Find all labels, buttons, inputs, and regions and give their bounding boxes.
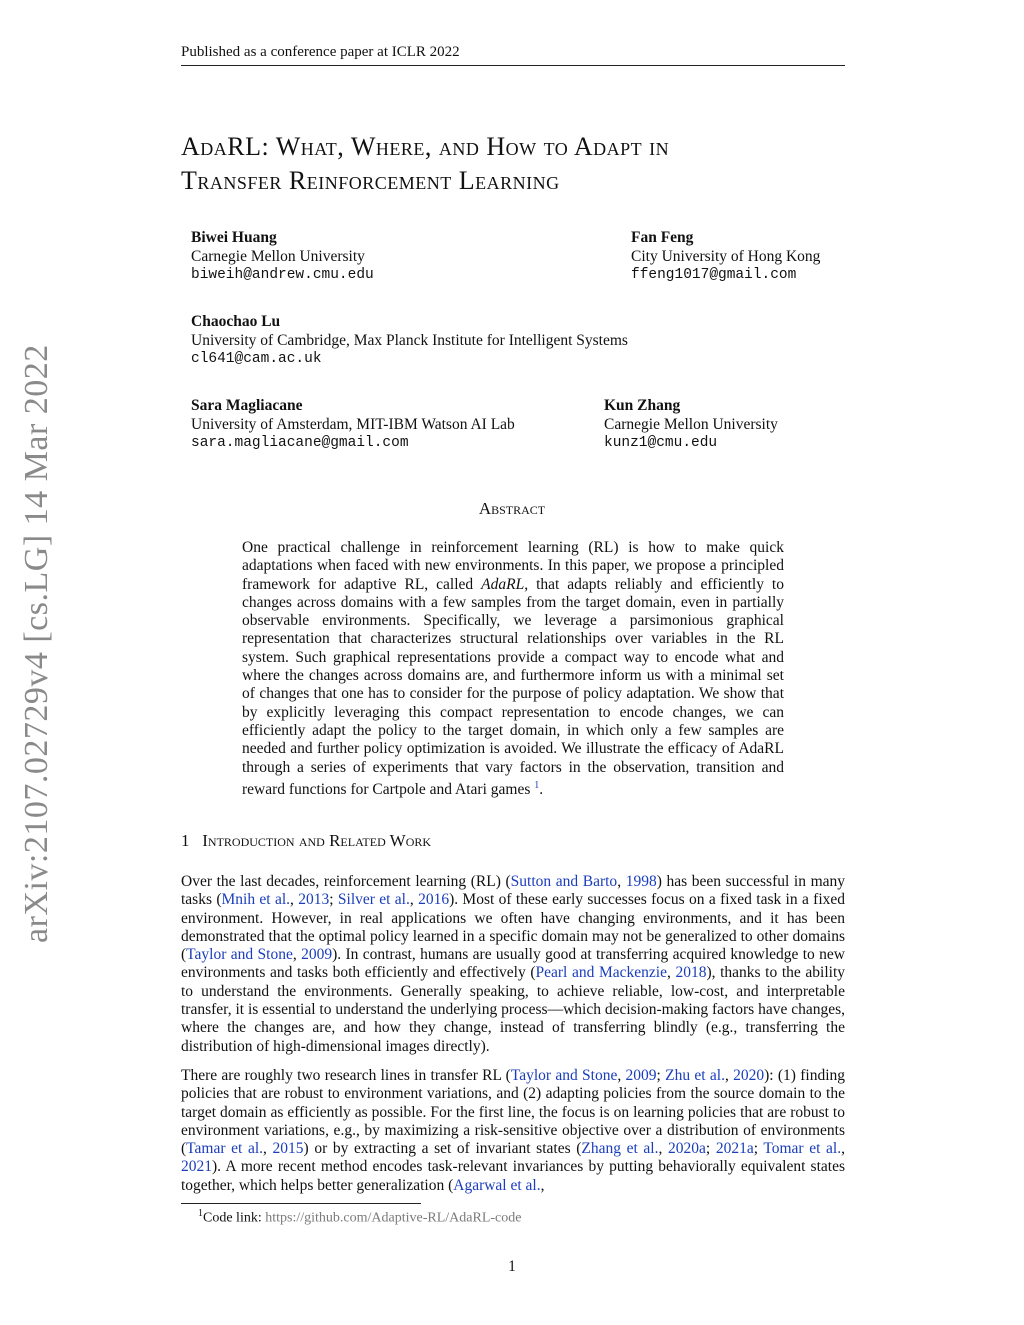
author-email[interactable]: ffeng1017@gmail.com: [631, 267, 797, 283]
author-affiliation: University of Amsterdam, MIT-IBM Watson AI Lab: [191, 416, 515, 433]
citation-link[interactable]: Tamar et al.: [186, 1140, 264, 1158]
citation-link[interactable]: Taylor and Stone: [186, 946, 293, 964]
abstract-heading: Abstract: [478, 499, 546, 518]
code-link[interactable]: https://github.com/Adaptive-RL/AdaRL-code: [265, 1210, 522, 1226]
author-name: Kun Zhang: [604, 397, 681, 414]
author-affiliation: Carnegie Mellon University: [191, 248, 365, 265]
author-block: [191, 396, 515, 453]
footnote-rule: [181, 1203, 421, 1204]
citation-link[interactable]: 2016: [418, 891, 450, 909]
footnote: [198, 1208, 521, 1227]
citation-link[interactable]: Mnih et al.: [221, 891, 291, 909]
page-number: 1: [508, 1258, 516, 1275]
section-heading: [181, 831, 431, 851]
author-email[interactable]: cl641@cam.ac.uk: [191, 351, 322, 367]
citation-link[interactable]: 2020: [733, 1067, 765, 1084]
footnote-label: Code link:: [203, 1210, 266, 1226]
citation-link[interactable]: Zhu et al.: [665, 1067, 725, 1084]
author-name: Chaochao Lu: [191, 313, 281, 330]
citation-link[interactable]: Silver et al.: [337, 891, 410, 909]
author-email[interactable]: sara.magliacane@gmail.com: [191, 435, 409, 451]
paper-title: [181, 130, 845, 198]
author-email[interactable]: biweih@andrew.cmu.edu: [191, 267, 374, 283]
citation-link[interactable]: Taylor and Stone: [510, 1067, 618, 1084]
author-affiliation: City University of Hong Kong: [631, 248, 821, 265]
citation-link[interactable]: 2015: [272, 1140, 304, 1158]
citation-link[interactable]: 2013: [298, 891, 330, 909]
author-name: Biwei Huang: [191, 229, 277, 246]
citation-link[interactable]: 1998: [625, 873, 657, 890]
citation-link[interactable]: 2009: [625, 1067, 657, 1084]
footnote-mark: 1: [198, 1208, 203, 1219]
author-name: Fan Feng: [631, 229, 694, 246]
citation-link[interactable]: 2020a: [667, 1140, 706, 1158]
paragraph: There are roughly two research lines in transfer RL (Taylor and Stone, 2009; Zhu et al., 2020): (1) finding policies that are robust to environment variations, and (2) adapting policies from the source domain to the target domain as efficiently as possible. For the first line, the focus is on learning policies that are robust to environment variations, e.g., by maximizing a risk-sensitive objective over a distribution of environments (Tamar et al., 2015) or by extracting a set of invariant states (Zhang et al., 2020a; 2021a; Tomar et al., 2021). A more recent method encodes task-relevant invariances by putting behaviorally equivalent states together, which helps better generalization (Agarwal et al.,: [181, 1067, 846, 1194]
citation-link[interactable]: Zhang et al.: [581, 1140, 659, 1158]
section-title: Introduction and Related Work: [202, 831, 432, 850]
citation-link[interactable]: 2021: [181, 1158, 212, 1176]
running-header: Published as a conference paper at ICLR 2022: [181, 44, 460, 60]
method-name: AdaRL: [481, 575, 525, 593]
author-block: [191, 312, 628, 369]
citation-link[interactable]: 2009: [301, 946, 333, 964]
header-rule: [181, 65, 845, 66]
title-line-2: Transfer Reinforcement Learning: [181, 166, 560, 195]
citation-link[interactable]: Tomar et al.: [763, 1140, 842, 1158]
citation-link[interactable]: Agarwal et al.: [453, 1176, 541, 1194]
citation-link[interactable]: Pearl and Mackenzie: [535, 964, 667, 982]
author-email[interactable]: kunz1@cmu.edu: [604, 435, 718, 451]
citation-link[interactable]: 2018: [675, 964, 707, 982]
author-affiliation: University of Cambridge, Max Planck Institute for Intelligent Systems: [191, 332, 628, 349]
abstract-body: One practical challenge in reinforcement learning (RL) is how to make quick adaptations when faced with new environments. In this paper, we propose a principled framework for adaptive RL, called AdaRL, that adapts reliably and efficiently to changes across domains with a few samples from the target domain, even in partially observable environments. Specifically, we leverage a parsimonious graphical representation that characterizes structural relationships over variables in the RL system. Such graphical representations provide a compact way to encode what and where the changes across domains are, and furthermore inform us with a minimal set of changes that one has to consider for the purpose of policy adaptation. We show that by explicitly leveraging this compact representation to encode changes, we can efficiently adapt the policy to the target domain, in which only a few samples are needed and further policy optimization is avoided. We illustrate the efficacy of AdaRL through a series of experiments that vary factors in the observation, transition and reward functions for Cartpole and Atari games $^1$.: [242, 539, 784, 799]
arxiv-watermark: arXiv:2107.02729v4 [cs.LG] 14 Mar 2022: [18, 344, 55, 943]
section-number: 1: [181, 831, 190, 850]
author-block: [631, 228, 820, 285]
author-block: [604, 396, 778, 453]
citation-link[interactable]: Sutton and Barto: [510, 873, 618, 890]
author-name: Sara Magliacane: [191, 397, 303, 414]
paragraph: Over the last decades, reinforcement learning (RL) (Sutton and Barto, 1998) has been successful in many tasks (Mnih et al., 2013; Silver et al., 2016). Most of these early successes focus on a fixed task in a fixed environment. However, in real applications we often have changing environments, and it has been demonstrated that the optimal policy learned in a specific domain may not be generalized to other domains (Taylor and Stone, 2009). In contrast, humans are usually good at transferring acquired knowledge to new environments and tasks both efficiently and effectively (Pearl and Mackenzie, 2018), thanks to the ability to understand the environments. Generally speaking, to achieve reliable, low-cost, and interpretable transfer, it is essential to understand the underlying process—which decision-making factors have changes, where the changes are, and how they change, instead of transferring blindly (e.g., transferring the distribution of high-dimensional images directly).: [181, 873, 846, 1055]
author-affiliation: Carnegie Mellon University: [604, 416, 778, 433]
footnote-marker[interactable]: 1: [534, 779, 540, 791]
title-line-1: AdaRL: What, Where, and How to Adapt in: [181, 132, 670, 161]
author-block: [191, 228, 374, 285]
citation-link[interactable]: 2021a: [715, 1140, 754, 1158]
